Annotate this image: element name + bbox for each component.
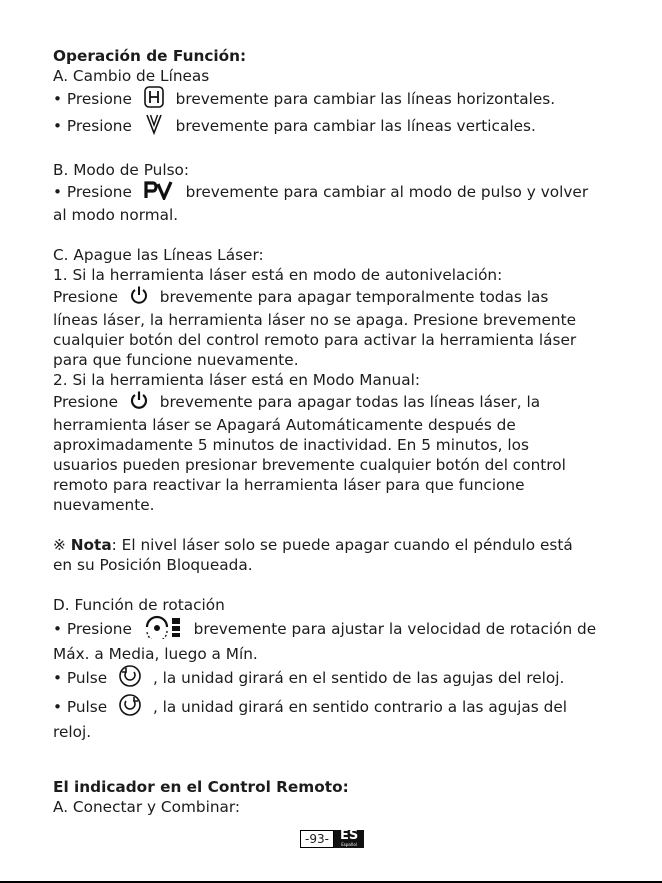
section-c-sub1-line-2: líneas láser, la herramienta láser no se apaga. Presione brevemente <box>53 311 576 329</box>
note-label: Nota <box>70 536 112 554</box>
text: , la unidad girará en sentido contrario a las agujas del <box>152 698 567 716</box>
bullet: • <box>53 698 63 716</box>
note-line-2: en su Posición Bloqueada. <box>53 556 253 574</box>
section-a-line-1 <box>53 86 593 113</box>
bullet: • <box>53 117 63 135</box>
language-name: Español <box>341 842 357 847</box>
remote-title: El indicador en el Control Remoto: <box>53 778 349 796</box>
section-c-sub2-line-4: usuarios pueden presionar brevemente cualquier botón del control <box>53 456 566 474</box>
section-c-title: C. Apague las Líneas Láser: <box>53 246 264 264</box>
section-c-sub2-line-1 <box>53 390 593 415</box>
text: brevemente para cambiar las líneas verticales. <box>175 117 536 135</box>
section-d-line-2: Máx. a Media, luego a Mín. <box>53 645 258 663</box>
section-c-sub1-line-3: cualquier botón del control remoto para activar la herramienta láser <box>53 331 577 349</box>
pulse-icon <box>143 180 175 205</box>
text: Presione <box>66 620 132 638</box>
section-d-line-3 <box>53 664 593 693</box>
text: Presione <box>53 288 119 306</box>
bullet: • <box>53 183 63 201</box>
text: brevemente para cambiar al modo de pulso y volver <box>185 183 589 201</box>
note-mark: ※ <box>53 536 66 554</box>
bullet: • <box>53 90 63 108</box>
section-d-line-1 <box>53 615 597 644</box>
page-number: -93- <box>300 830 334 848</box>
section-d-line-5: reloj. <box>53 723 92 741</box>
section-b-line-1 <box>53 180 593 205</box>
rotation-speed-icon <box>143 615 183 644</box>
text: Presione <box>66 183 132 201</box>
section-c-sub1-title: 1. Si la herramienta láser está en modo de autonivelación: <box>53 266 503 284</box>
h-button-icon <box>143 86 165 113</box>
language-badge <box>334 830 364 848</box>
note-line-1 <box>53 535 593 555</box>
power-icon <box>129 285 149 310</box>
remote-subtitle: A. Conectar y Combinar: <box>53 798 241 816</box>
section-c-sub2-line-3: aproximadamente 5 minutos de inactividad. En 5 minutos, los <box>53 436 529 454</box>
section-c-sub2-line-5: remoto para reactivar la herramienta láser para que funcione <box>53 476 525 494</box>
section-c-sub1-line-4: para que funcione nuevamente. <box>53 351 299 369</box>
text: Presione <box>53 393 119 411</box>
section-a-line-2 <box>53 113 593 140</box>
text: brevemente para ajustar la velocidad de rotación de <box>193 620 597 638</box>
text: Pulse <box>66 698 108 716</box>
text: brevemente para apagar temporalmente todas las <box>159 288 549 306</box>
text: , la unidad girará en el sentido de las agujas del reloj. <box>152 669 565 687</box>
section-c-sub1-line-1 <box>53 285 593 310</box>
manual-page <box>53 46 597 817</box>
clockwise-icon <box>118 664 142 693</box>
note-text: : El nivel láser solo se puede apagar cuando el péndulo está <box>111 536 573 554</box>
v-button-icon <box>143 113 165 140</box>
section-b-line-2: al modo normal. <box>53 206 179 224</box>
bullet: • <box>53 669 63 687</box>
section-a-title: A. Cambio de Líneas <box>53 67 210 85</box>
section-c-sub2-line-6: nuevamente. <box>53 496 155 514</box>
power-icon <box>129 390 149 415</box>
section-c-sub2-line-2: herramienta láser se Apagará Automáticamente después de <box>53 416 516 434</box>
text: Presione <box>66 117 132 135</box>
page-number-box <box>300 830 364 848</box>
bullet: • <box>53 620 63 638</box>
counterclockwise-icon <box>118 693 142 722</box>
text: brevemente para cambiar las líneas horizontales. <box>175 90 556 108</box>
section-c-sub2-title: 2. Si la herramienta láser está en Modo Manual: <box>53 371 421 389</box>
language-code: ES <box>339 828 359 843</box>
section-d-title: D. Función de rotación <box>53 596 225 614</box>
section-b-title: B. Modo de Pulso: <box>53 161 190 179</box>
section-d-line-4 <box>53 693 593 722</box>
text: brevemente para apagar todas las líneas láser, la <box>159 393 541 411</box>
text: Presione <box>66 90 132 108</box>
text: Pulse <box>66 669 108 687</box>
page-heading: Operación de Función: <box>53 47 247 65</box>
